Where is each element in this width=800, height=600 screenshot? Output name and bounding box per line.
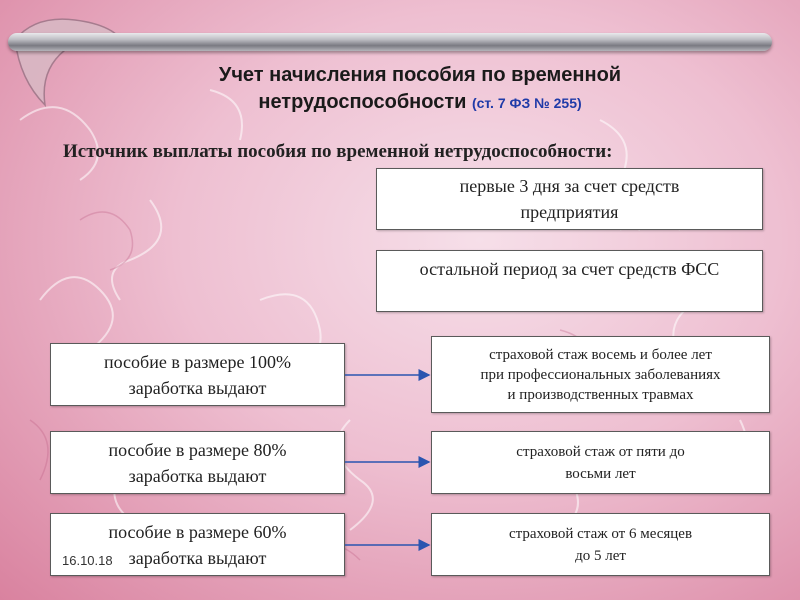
condition-line: при профессиональных заболеваниях: [480, 366, 721, 383]
benefit-line: пособие в размере 100%: [103, 351, 292, 372]
condition-line: страховой стаж от 6 месяцев: [508, 525, 693, 542]
title-line-2: [120, 89, 720, 117]
benefit-line: пособие в размере 80%: [108, 439, 287, 460]
benefit-line: пособие в размере 60%: [108, 521, 287, 542]
condition-line: страховой стаж восемь и более лет: [489, 346, 712, 363]
benefit-line: заработка выдают: [128, 547, 267, 568]
condition-100-box: [431, 336, 770, 413]
payment-source-heading: Источник выплаты пособия по временной нетрудоспособности:: [63, 141, 613, 162]
condition-line: восьми лет: [565, 465, 636, 482]
header-divider-bar: [8, 33, 772, 51]
source-box-line: первые 3 дня за счет средств: [459, 176, 680, 196]
benefit-100-box: [50, 343, 345, 406]
condition-80-box: [431, 431, 770, 494]
title-line-2-text: нетрудоспособности: [258, 91, 467, 113]
source-box-line: предприятия: [520, 202, 619, 222]
condition-line: страховой стаж от пяти до: [516, 443, 685, 460]
source-box-fss: [376, 250, 763, 312]
benefit-80-box: [50, 431, 345, 494]
title-line-1: Учет начисления пособия по временной: [218, 64, 622, 86]
slide-title: [120, 62, 720, 117]
slide-date: 16.10.18: [62, 553, 113, 568]
condition-line: до 5 лет: [575, 547, 626, 564]
benefit-line: заработка выдают: [128, 465, 267, 486]
benefit-line: заработка выдают: [128, 377, 267, 398]
condition-line: и производственных травмах: [507, 386, 694, 403]
source-box-employer: [376, 168, 763, 230]
condition-60-box: [431, 513, 770, 576]
source-box-line: остальной период за счет средств ФСС: [419, 259, 720, 279]
law-reference: (ст. 7 ФЗ № 255): [471, 95, 582, 111]
